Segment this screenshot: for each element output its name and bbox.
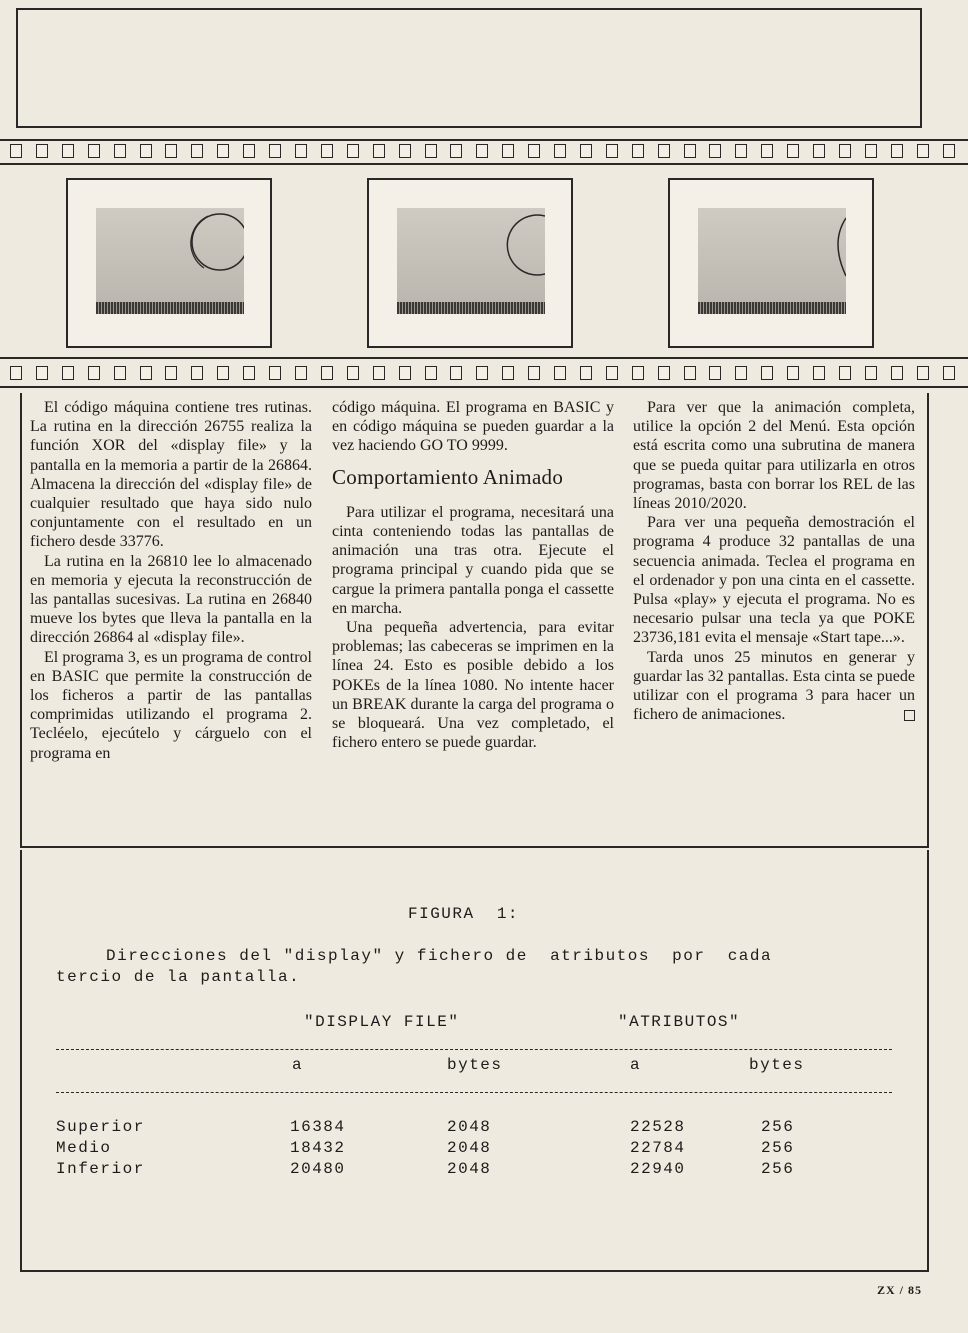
column-header-a: a (630, 1056, 642, 1074)
table-row (56, 1118, 856, 1139)
sprocket-hole (735, 366, 747, 380)
sprocket-hole (502, 366, 514, 380)
sprocket-hole (606, 144, 618, 158)
sprocket-hole (373, 366, 385, 380)
sprocket-hole (865, 144, 877, 158)
sprocket-hole (243, 144, 255, 158)
frame-2-ground (397, 302, 545, 314)
frame-3-screen (698, 208, 846, 314)
paragraph: Para ver que la animación completa, utilice la opción 2 del Menú. Esta opción está escrita como una subrutina de manera que se pueda quitar para utilizarla en otros programas, basta con borrar los REL de las líneas 2010/2020. (633, 399, 915, 513)
sprocket-hole (554, 144, 566, 158)
table-divider-bottom (56, 1092, 892, 1093)
cell: 22784 (630, 1139, 686, 1157)
section-heading: Comportamiento Animado (332, 464, 564, 489)
cell: 256 (761, 1139, 795, 1157)
sprocket-hole (684, 144, 696, 158)
paragraph: Para utilizar el programa, necesitará una cinta conteniendo todas las pantallas de animación una tras otra. Ejecute el programa principal y cuando pida que se cargue la primera pantalla ponga el cassette en marcha. (332, 503, 614, 617)
sprocket-hole (709, 366, 721, 380)
sprocket-hole (580, 366, 592, 380)
group-header-display-file: "DISPLAY FILE" (304, 1013, 460, 1031)
frame-3-ground (698, 302, 846, 314)
sprocket-hole (295, 144, 307, 158)
sprocket-hole (10, 366, 22, 380)
sprocket-hole (191, 366, 203, 380)
row-label: Inferior (56, 1160, 145, 1178)
sprocket-hole (165, 144, 177, 158)
sprocket-hole (502, 144, 514, 158)
sprocket-hole (88, 366, 100, 380)
sprocket-hole (425, 366, 437, 380)
sprocket-hole (761, 144, 773, 158)
paragraph (633, 648, 915, 725)
filmstrip-bottom-inner-border (0, 357, 968, 359)
sprocket-hole (243, 366, 255, 380)
table-row (56, 1160, 856, 1181)
cell: 256 (761, 1160, 795, 1178)
sprocket-hole (140, 144, 152, 158)
sprocket-hole (217, 366, 229, 380)
sprocket-hole (476, 144, 488, 158)
sprocket-hole (632, 144, 644, 158)
animation-frame-2 (367, 178, 573, 348)
cell: 22940 (630, 1160, 686, 1178)
sprocket-hole (450, 366, 462, 380)
sprocket-hole (399, 144, 411, 158)
sprocket-hole (891, 144, 903, 158)
sprocket-hole (865, 366, 877, 380)
sprocket-hole (321, 366, 333, 380)
paragraph: Para ver una pequeña demostración el programa 4 produce 32 pantallas de una secuencia animada. Teclea el programa en el ordenador y pon una cinta en el cassette. Pulsa «play» y ejecuta el programa. No es necesario pulsar una tecla ya que POKE 23736,181 evita el mensaje «Start tape...». (633, 514, 915, 647)
sprocket-hole (658, 366, 670, 380)
frame-2-screen (397, 208, 545, 314)
filmstrip-bottom-border (0, 386, 968, 388)
filmstrip-top-inner-border (0, 163, 968, 165)
figure-caption-line1: Direcciones del "display" y fichero de atributos por cada (106, 947, 773, 965)
sprocket-hole (114, 144, 126, 158)
filmstrip-holes-bottom (10, 363, 955, 383)
sprocket-hole (632, 366, 644, 380)
sprocket-hole (269, 366, 281, 380)
cell: 2048 (447, 1139, 492, 1157)
sprocket-hole (165, 366, 177, 380)
sprocket-hole (36, 144, 48, 158)
sprocket-hole (347, 144, 359, 158)
sprocket-hole (709, 144, 721, 158)
paragraph: código máquina. El programa en BASIC y en código máquina se pueden guardar a la vez haciendo GO TO 9999. (332, 399, 614, 455)
cell: 2048 (447, 1160, 492, 1178)
end-of-article-icon (904, 710, 915, 721)
sprocket-hole (528, 366, 540, 380)
cell: 22528 (630, 1118, 686, 1136)
paragraph: El programa 3, es un programa de control en BASIC que permite la construcción de los ficheros a partir de las pantallas comprimidas utilizando el programa 2. Tecléelo, ejecútelo y cárguelo con el programa en (30, 648, 312, 762)
sprocket-hole (580, 144, 592, 158)
sprocket-hole (787, 144, 799, 158)
cell: 256 (761, 1118, 795, 1136)
sprocket-hole (36, 366, 48, 380)
paragraph: Una pequeña advertencia, para evitar problemas; las cabeceras se imprimen en la línea 24. Esto es posible debido a los POKEs de la línea 1080. No intente hacer un BREAK durante la carga del programa o se bloqueará. Una vez completado, el fichero entero se puede guardar. (332, 619, 614, 752)
paragraph-text: Tarda unos 25 minutos en generar y guardar las 32 pantallas. Esta cinta se puede utilizar con el programa 3 para hacer un fichero de animaciones. (633, 648, 915, 724)
cell: 20480 (290, 1160, 346, 1178)
figure-caption-line2: tercio de la pantalla. (56, 968, 301, 986)
sprocket-hole (917, 366, 929, 380)
paragraph: La rutina en la 26810 lee lo almacenado en memoria y ejecuta la reconstrucción de las pantallas sucesivas. La rutina en 26840 mueve los bytes que lleva la pantalla en la dirección 26864 al «display file». (30, 552, 312, 647)
column-header-bytes: bytes (447, 1056, 503, 1074)
frame-1-screen (96, 208, 244, 314)
sprocket-hole (399, 366, 411, 380)
animation-frame-1 (66, 178, 272, 348)
table-divider-top (56, 1049, 892, 1050)
sprocket-hole (450, 144, 462, 158)
sprocket-hole (735, 144, 747, 158)
sprocket-hole (295, 366, 307, 380)
sprocket-hole (528, 144, 540, 158)
sprocket-hole (269, 144, 281, 158)
page-footer: ZX / 85 (876, 1283, 922, 1297)
sprocket-hole (684, 366, 696, 380)
column-header-a: a (292, 1056, 304, 1074)
sprocket-hole (839, 144, 851, 158)
paragraph: El código máquina contiene tres rutinas. La rutina en la dirección 26755 realiza la función XOR del «display file» y la pantalla en la memoria a partir de la 26864. Almacena la dirección del «display file» de cualquier resultado que haya sido nulo conjuntamente con el resultado en un fichero desde 33776. (30, 399, 312, 551)
sprocket-hole (191, 144, 203, 158)
table-row (56, 1139, 856, 1160)
sprocket-hole (321, 144, 333, 158)
sprocket-hole (658, 144, 670, 158)
sprocket-hole (761, 366, 773, 380)
text-column-2 (332, 398, 614, 752)
animation-frame-3 (668, 178, 874, 348)
sprocket-hole (62, 144, 74, 158)
circle-shape-3 (698, 208, 846, 314)
sprocket-hole (217, 144, 229, 158)
sprocket-hole (476, 366, 488, 380)
figure-title: FIGURA 1: (408, 905, 520, 923)
sprocket-hole (554, 366, 566, 380)
sprocket-hole (839, 366, 851, 380)
sprocket-hole (114, 366, 126, 380)
column-header-bytes: bytes (749, 1056, 805, 1074)
sprocket-hole (917, 144, 929, 158)
sprocket-hole (88, 144, 100, 158)
frame-1-ground (96, 302, 244, 314)
row-label: Medio (56, 1139, 112, 1157)
cell: 16384 (290, 1118, 346, 1136)
sprocket-hole (787, 366, 799, 380)
sprocket-hole (813, 144, 825, 158)
sprocket-hole (606, 366, 618, 380)
text-column-3 (633, 398, 915, 724)
sprocket-hole (425, 144, 437, 158)
table-body (56, 1118, 856, 1181)
sprocket-hole (943, 366, 955, 380)
sprocket-hole (891, 366, 903, 380)
sprocket-hole (347, 366, 359, 380)
sprocket-hole (373, 144, 385, 158)
group-header-atributos: "ATRIBUTOS" (618, 1013, 741, 1031)
circle-shape-1 (96, 208, 244, 314)
top-frame-box (16, 8, 922, 128)
sprocket-hole (62, 366, 74, 380)
sprocket-hole (10, 144, 22, 158)
sprocket-hole (140, 366, 152, 380)
cell: 2048 (447, 1118, 492, 1136)
sprocket-hole (813, 366, 825, 380)
text-column-1 (30, 398, 312, 763)
sprocket-hole (943, 144, 955, 158)
filmstrip-holes-top (10, 141, 955, 161)
circle-shape-2 (397, 208, 545, 314)
row-label: Superior (56, 1118, 145, 1136)
cell: 18432 (290, 1139, 346, 1157)
